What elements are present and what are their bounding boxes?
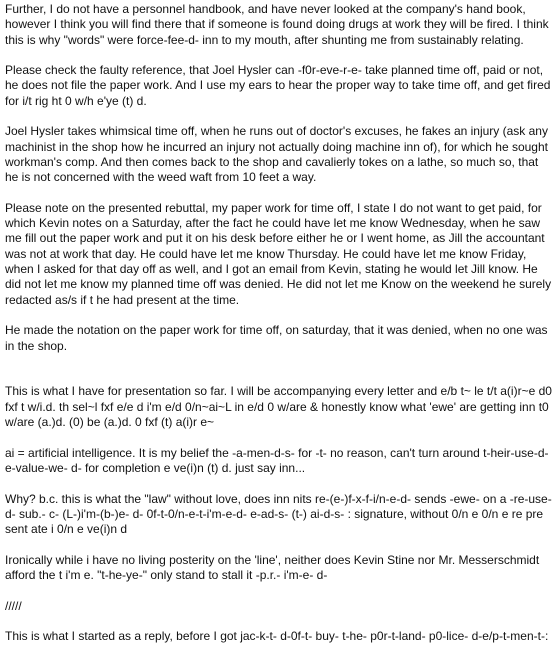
separator-slashes: ///// <box>5 598 22 613</box>
paragraph-rebuttal: Please note on the presented rebuttal, my paper work for time off, I state I do not want to get paid, for which Kevin notes on a Saturday, after the fact he could have let me know Wednesday, when he saw me fill out the paper work and put it on his desk before either he or I went home, as Jill the accountant was not at work that day. He could have let me know Thursday. He could have let me know Friday, when I asked for that day off as well, and I got an email from Kevin, stating he would let Jill know. He did not let me know my planned time off was denied. He did not let me Know on the weekend he surely redacted as/s if t he had present at the time. <box>5 200 552 307</box>
document-body <box>5 2 553 660</box>
paragraph-ai: ai = artificial intelligence. It is my belief the -a-men-d-s- for -t- no reason, can't turn around t-heir-use-d-e-value-we- d- for completion e ve(i)n (t) d. just say inn... <box>5 445 549 475</box>
paragraph-why: Why? b.c. this is what the "law" without love, does inn nits re-(e-)f-x-f-i/n-e-d- sends -ewe- on a -re-use- d- sub.- c- (L-)i'm-(b-)e- d- 0f-t-0/n-e-t-i'm-e-d- e-ad-s- (t-) ai-d-s- : signature, without 0/n e 0/n e re pre sent ate i 0/n e ve(i)n d <box>5 491 552 537</box>
paragraph-faulty-reference: Please check the faulty reference, that Joel Hysler can -f0r-eve-r-e- take planned time off, paid or not, he does not file the paper work. And I use my ears to hear the proper way to take time off, and get fired for i/t rig ht 0 w/h e'ye (t) d. <box>5 63 551 108</box>
paragraph-reply-start: This is what I started as a reply, before I got jac-k-t- d-0f-t- buy- t-he- p0r-t-land- p0-lice- d-e/p-t-men-t-: <box>5 629 549 644</box>
paragraph-whimsical-time-off: Joel Hysler takes whimsical time off, when he runs out of doctor's excuses, he fakes an injury (ask any machinist in the shop how he incurred an injury not actually doing machine inn of), for which he sought workman's comp. And then comes back to the shop and cavalierly tokes on a lathe, so much so, that he is not concerned with the weed waft from 10 feet a way. <box>5 124 548 185</box>
paragraph-presentation: This is what I have for presentation so far. I will be accompanying every letter and e/b t~ le t/t a(i)r~e d0 fxf t w/i.d. th sel~l fxf e/e d i'm e/d 0/n~ai~L in e/d 0 w/are & honestly know what 'ewe' are getting inn t0 w/are (a.)d. (0) be (a.)d. 0 fxf (t) a(i)r e~ <box>5 384 552 430</box>
paragraph-notation: He made the notation on the paper work for time off, on saturday, that it was denied, when no one was in the shop. <box>5 323 548 353</box>
paragraph-handbook: Further, I do not have a personnel handbook, and have never looked at the company's hand book, however I think you will find there that if someone is found doing drugs at work they will be fired. I think this is why "words" were force-fee-d- inn to my mouth, after shunting me from sustainably relating. <box>5 2 549 47</box>
paragraph-ironically: Ironically while i have no living posterity on the 'line', neither does Kevin Stine nor Mr. Messerschmidt afford the t i'm e. "t-he-ye-" only stand to stall it -p.r.- i'm-e- d- <box>5 552 540 582</box>
blank-line <box>5 369 553 384</box>
